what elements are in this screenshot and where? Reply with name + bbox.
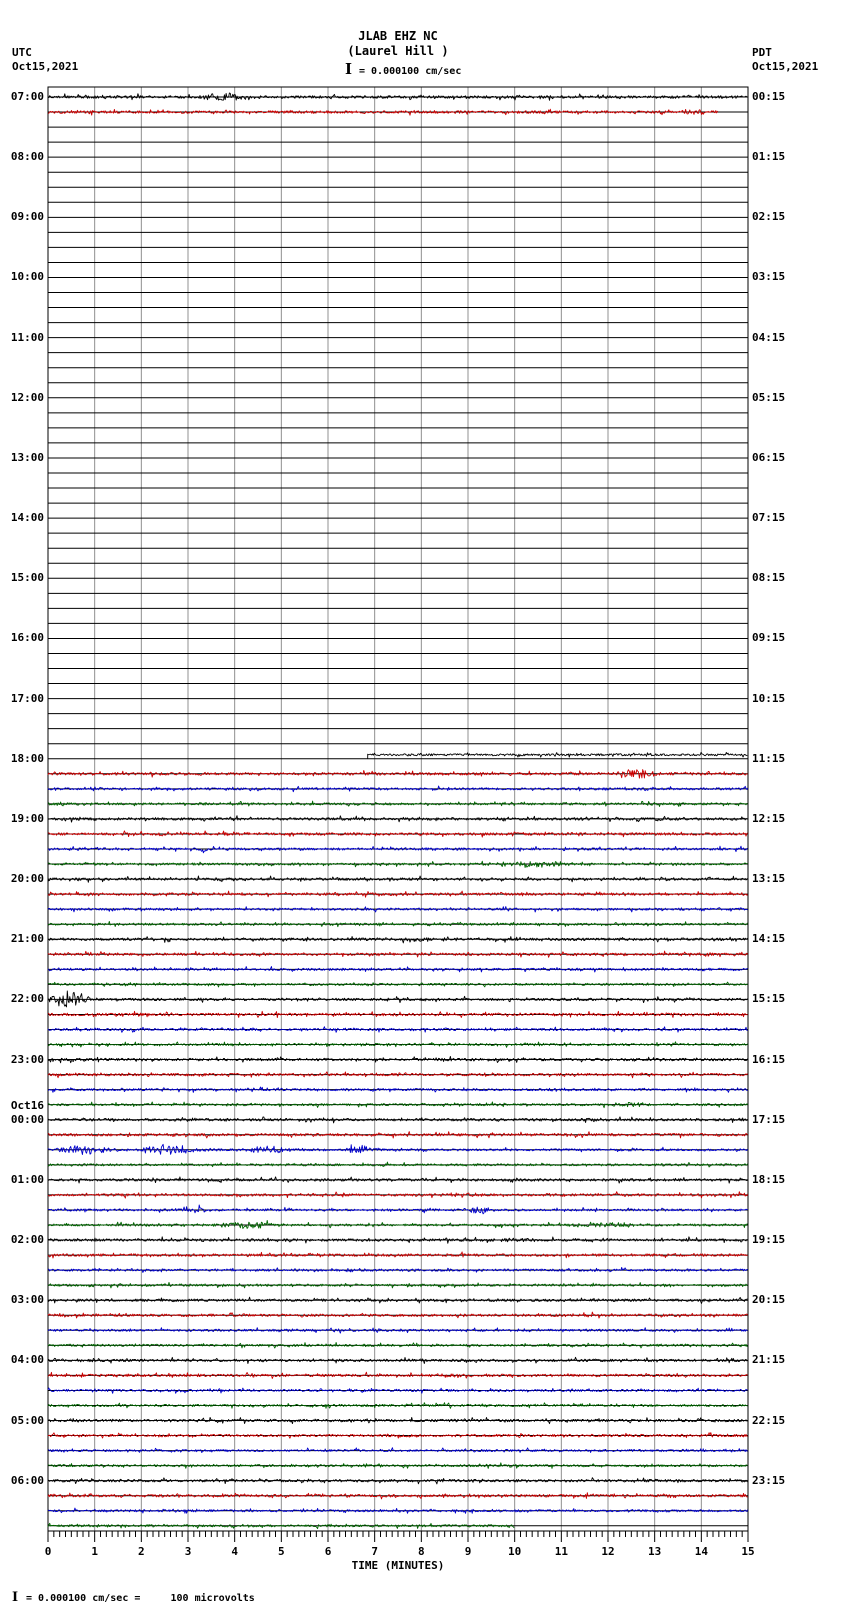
seismogram-trace — [48, 1205, 748, 1214]
utc-hour-label: 16:00 — [10, 631, 44, 645]
seismogram-trace — [48, 1042, 748, 1048]
utc-hour-label: 21:00 — [10, 932, 44, 946]
seismogram-trace — [48, 1312, 748, 1318]
station-subtitle: (Laurel Hill ) — [347, 44, 449, 58]
pdt-hour-label: 07:15 — [752, 511, 786, 525]
utc-hour-label: 05:00 — [10, 1413, 44, 1427]
pdt-label: PDT — [752, 46, 772, 59]
x-tick-label: 3 — [184, 1545, 192, 1558]
pdt-hour-label: 01:15 — [752, 150, 786, 164]
x-tick-label: 10 — [508, 1545, 522, 1558]
pdt-hour-label: 11:15 — [752, 751, 786, 765]
x-tick-label: 9 — [464, 1545, 472, 1558]
pdt-hour-label: 23:15 — [752, 1473, 786, 1487]
utc-hour-label: 04:00 — [10, 1353, 44, 1367]
seismogram-trace — [368, 752, 748, 758]
footer-scale-note: = 0.000100 cm/sec = 100 microvolts — [26, 1593, 255, 1604]
pdt-date: Oct15,2021 — [752, 60, 819, 73]
utc-hour-label: 15:00 — [10, 571, 44, 585]
seismogram-trace — [48, 891, 748, 897]
x-tick-label: 4 — [231, 1545, 238, 1558]
utc-hour-label: 01:00 — [10, 1172, 44, 1186]
seismogram-trace — [48, 1282, 748, 1288]
pdt-hour-label: 22:15 — [752, 1413, 786, 1427]
utc-hour-label: 09:00 — [10, 210, 44, 224]
utc-hour-label: 19:00 — [10, 811, 44, 825]
pdt-hour-label: 20:15 — [752, 1293, 786, 1307]
utc-hour-label: 08:00 — [10, 150, 44, 164]
seismogram-trace — [48, 1252, 748, 1258]
x-tick-label: 14 — [694, 1545, 708, 1558]
x-tick-label: 7 — [371, 1545, 378, 1558]
seismogram-trace — [48, 831, 748, 837]
x-tick-label: 5 — [278, 1545, 285, 1558]
seismogram-trace — [48, 1117, 748, 1123]
pdt-hour-label: 13:15 — [752, 872, 786, 886]
seismogram-trace — [48, 1192, 748, 1198]
x-tick-label: 8 — [418, 1545, 425, 1558]
pdt-hour-label: 17:15 — [752, 1112, 786, 1126]
station-title: JLAB EHZ NC — [358, 29, 438, 43]
utc-hour-label: 02:00 — [10, 1233, 44, 1247]
seismogram-trace — [48, 1417, 748, 1423]
pdt-hour-label: 05:15 — [752, 390, 786, 404]
pdt-hour-label: 16:15 — [752, 1052, 786, 1066]
seismogram-trace — [48, 967, 748, 973]
footer-scale-icon: I — [12, 1590, 19, 1605]
x-tick-label: 6 — [324, 1545, 332, 1558]
x-axis-label: TIME (MINUTES) — [351, 1559, 445, 1572]
seismogram-trace — [48, 937, 748, 943]
pdt-hour-label: 10:15 — [752, 691, 786, 705]
date-change-label: Oct16 — [10, 1098, 44, 1112]
pdt-hour-label: 21:15 — [752, 1353, 786, 1367]
utc-hour-label: 13:00 — [10, 450, 44, 464]
pdt-hour-label: 09:15 — [752, 631, 786, 645]
utc-hour-label: 22:00 — [10, 992, 44, 1006]
x-tick-label: 13 — [648, 1545, 662, 1558]
pdt-hour-label: 19:15 — [752, 1233, 786, 1247]
utc-hour-label: 23:00 — [10, 1052, 44, 1066]
pdt-hour-label: 18:15 — [752, 1172, 786, 1186]
x-tick-label: 11 — [554, 1545, 568, 1558]
pdt-hour-label: 15:15 — [752, 992, 786, 1006]
pdt-hour-label: 03:15 — [752, 270, 786, 284]
x-tick-label: 12 — [601, 1545, 615, 1558]
seismogram-trace — [48, 1132, 748, 1138]
seismogram-trace — [48, 1297, 748, 1303]
utc-date: Oct15,2021 — [12, 60, 79, 73]
pdt-hour-label: 02:15 — [752, 210, 786, 224]
x-tick-label: 15 — [741, 1545, 755, 1558]
utc-hour-label: 18:00 — [10, 751, 44, 765]
amplitude-scale-icon: I — [345, 60, 353, 78]
utc-hour-label: 14:00 — [10, 511, 44, 525]
pdt-hour-label: 14:15 — [752, 932, 786, 946]
pdt-hour-label: 04:15 — [752, 330, 786, 344]
utc-hour-label: 00:00 — [10, 1112, 44, 1126]
utc-hour-label: 17:00 — [10, 691, 44, 705]
seismogram-trace — [48, 1237, 748, 1244]
utc-hour-label: 10:00 — [10, 270, 44, 284]
x-tick-label: 0 — [44, 1545, 52, 1558]
plot-frame — [48, 87, 748, 1531]
utc-hour-label: 03:00 — [10, 1293, 44, 1307]
pdt-hour-label: 08:15 — [752, 571, 786, 585]
x-tick-label: 1 — [91, 1545, 98, 1558]
utc-hour-label: 06:00 — [10, 1473, 44, 1487]
x-tick-label: 2 — [138, 1545, 145, 1558]
amplitude-scale-text: = 0.000100 cm/sec — [359, 66, 462, 77]
pdt-hour-label: 12:15 — [752, 811, 786, 825]
utc-hour-label: 12:00 — [10, 390, 44, 404]
seismogram-trace — [48, 1357, 748, 1363]
seismogram-trace — [48, 1403, 748, 1409]
utc-hour-label: 20:00 — [10, 872, 44, 886]
seismogram-trace — [48, 109, 718, 115]
pdt-hour-label: 00:15 — [752, 90, 786, 103]
utc-hour-label: 07:00 — [10, 90, 44, 103]
utc-label: UTC — [12, 46, 32, 59]
utc-hour-label: 11:00 — [10, 330, 44, 344]
pdt-hour-label: 06:15 — [752, 450, 786, 464]
